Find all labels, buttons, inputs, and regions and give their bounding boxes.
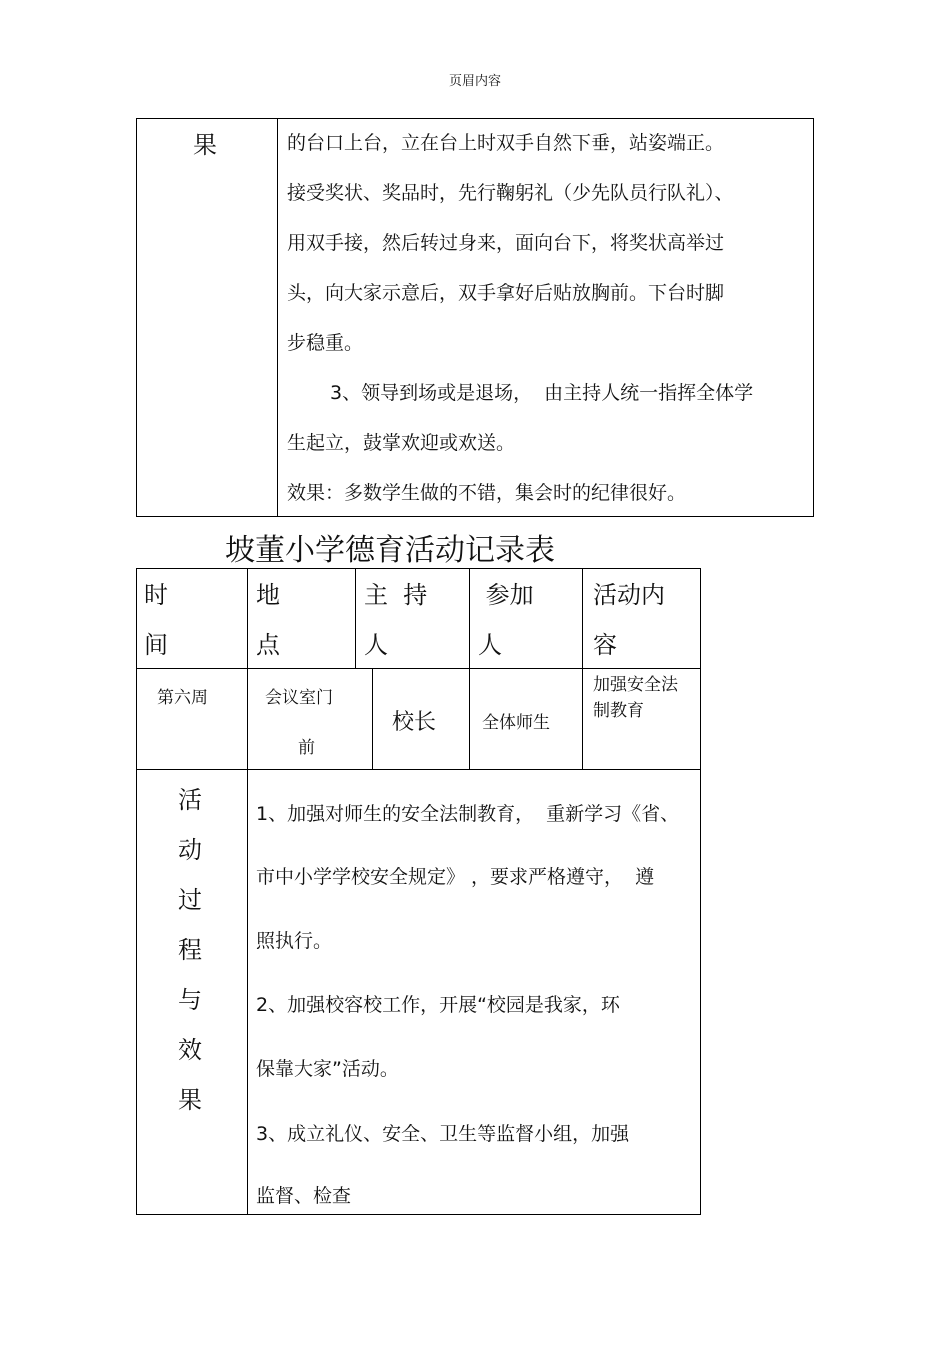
process-effect-label [160,775,220,1125]
header-participants [478,570,534,670]
header-host-line1: 主 持 [364,581,428,609]
previous-record-table [136,118,814,517]
table-column-rule [469,568,470,770]
process-line: 1、加强对师生的安全法制教育， 重新学习《省、 [256,803,680,825]
process-line: 2、加强校容校工作，开展“校园是我家，环 [256,994,620,1016]
label-char: 活 [178,786,202,814]
label-char: 与 [178,986,202,1014]
header-time-line1: 时 [144,581,168,609]
process-line: 市中小学学校安全规定》 ，要求严格遵守， 遵 [256,866,655,888]
header-participants-line1: 参加 [478,581,534,609]
header-content-line2: 容 [593,631,617,659]
cell-time: 第六周 [157,688,208,708]
table-border-left [136,568,137,1215]
cell-content-line2: 制教育 [593,701,644,721]
cell-place-line2: 前 [298,738,315,758]
text-line: 接受奖状、奖品时，先行鞠躬礼（少先队员行队礼）、 [287,182,734,204]
process-line: 监督、检查 [256,1185,352,1207]
header-content [593,570,665,670]
table-border-top [136,568,701,569]
table-column-rule [372,668,373,770]
text-line: 的台口上台，立在台上时双手自然下垂，站姿端正。 [287,132,725,154]
header-host [364,570,427,670]
text-line: 头，向大家示意后，双手拿好后贴放胸前。下台时脚 [287,282,725,304]
table-column-rule [355,568,356,669]
label-char: 果 [178,1086,202,1114]
text-line: 生起立，鼓掌欢迎或欢送。 [287,432,516,454]
text-line: 3、领导到场或是退场， 由主持人统一指挥全体学 [330,382,754,404]
header-time [144,570,168,670]
label-char: 动 [178,836,202,864]
process-line: 照执行。 [256,930,333,952]
cell-content-line1: 加强安全法 [593,675,678,695]
page-header: 页眉内容 [448,74,501,89]
header-host-line2: 人 [364,631,388,659]
label-char: 程 [178,936,202,964]
header-place-line1: 地 [256,581,280,609]
document-title: 坡董小学德育活动记录表 [225,533,555,568]
header-time-line2: 间 [144,631,168,659]
cell-participants: 全体师生 [482,713,550,733]
process-label-tail: 果 [193,131,217,159]
table-divider [277,118,278,517]
process-line: 保靠大家”活动。 [256,1058,399,1080]
cell-host: 校长 [392,710,437,735]
cell-place-line1: 会议室门 [265,688,333,708]
table-column-rule [247,568,248,1215]
label-char: 过 [178,886,202,914]
table-border-right [700,568,701,1215]
header-participants-line2: 人 [478,631,502,659]
header-place-line2: 点 [256,631,280,659]
process-line: 3、成立礼仪、安全、卫生等监督小组，加强 [256,1123,630,1145]
text-line: 步稳重。 [287,332,364,354]
header-place [256,570,280,670]
table-rule [136,769,701,770]
label-char: 效 [178,1036,202,1064]
text-line: 用双手接，然后转过身来，面向台下，将奖状高举过 [287,232,725,254]
table-column-rule [582,568,583,770]
header-content-line1: 活动内 [593,581,665,609]
text-line: 效果：多数学生做的不错，集会时的纪律很好。 [287,482,687,504]
table-border-bottom [136,1214,701,1215]
